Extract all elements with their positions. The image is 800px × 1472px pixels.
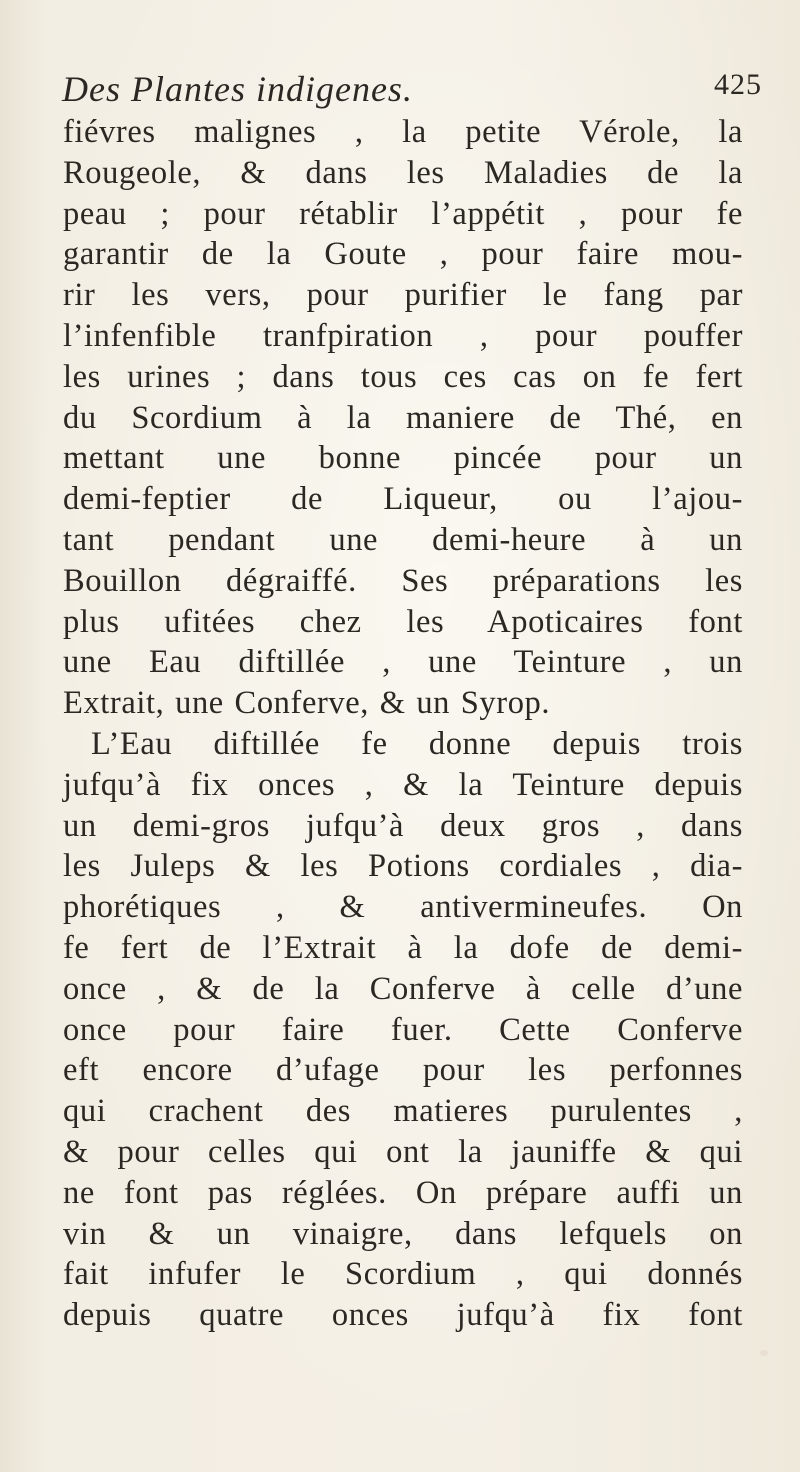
text-line: une Eau diftillée , une Teinture , un <box>63 644 743 681</box>
text-line: demi-feptier de Liqueur, ou l’ajou- <box>63 481 743 518</box>
text-line: qui crachent des matieres purulentes , <box>63 1093 743 1130</box>
body-text <box>63 112 743 1336</box>
text-line: vin & un vinaigre, dans lefquels on <box>63 1215 743 1252</box>
text-line: once , & de la Conferve à celle d’une <box>63 970 743 1007</box>
text-line: once pour faire fuer. Cette Conferve <box>63 1011 743 1048</box>
text-line: eft encore d’ufage pour les perfonnes <box>63 1052 743 1089</box>
text-line: garantir de la Goute , pour faire mou- <box>63 236 743 273</box>
text-line: mettant une bonne pincée pour un <box>63 440 743 477</box>
text-line: les Juleps & les Potions cordiales , dia- <box>63 848 743 885</box>
text-line: Rougeole, & dans les Maladies de la <box>63 154 743 191</box>
text-line: Extrait, une Conferve, & un Syrop. <box>63 685 551 722</box>
page-number: 425 <box>714 68 762 101</box>
text-line: rir les vers, pour purifier le fang par <box>63 277 743 314</box>
text-line: du Scordium à la maniere de Thé, en <box>63 399 743 436</box>
text-line: jufqu’à fix onces , & la Teinture depuis <box>63 766 743 803</box>
text-line: ne font pas réglées. On prépare auffi un <box>63 1174 743 1211</box>
text-line: & pour celles qui ont la jauniffe & qui <box>63 1133 743 1170</box>
text-line: depuis quatre onces jufqu’à fix font <box>63 1297 743 1334</box>
text-line: l’infenfible tranfpiration , pour pouffer <box>63 317 743 354</box>
text-line: peau ; pour rétablir l’appétit , pour fe <box>63 195 743 232</box>
text-line: fiévres malignes , la petite Vérole, la <box>63 114 743 150</box>
running-head-title: Des Plantes indigenes. <box>62 69 413 109</box>
text-line: Bouillon dégraiffé. Ses préparations les <box>63 562 743 599</box>
text-line: phorétiques , & antivermineufes. On <box>63 889 743 926</box>
text-line: fe fert de l’Extrait à la dofe de demi- <box>63 929 743 966</box>
paper-stain <box>760 1350 768 1356</box>
running-head <box>62 68 762 112</box>
text-line: L’Eau diftillée fe donne depuis trois <box>91 725 743 762</box>
text-line: fait infufer le Scordium , qui donnés <box>63 1256 743 1293</box>
text-line: tant pendant une demi-heure à un <box>63 521 743 558</box>
text-line: un demi-gros jufqu’à deux gros , dans <box>63 807 743 844</box>
text-line: plus ufitées chez les Apoticaires font <box>63 603 743 640</box>
text-line: les urines ; dans tous ces cas on fe fert <box>63 358 743 395</box>
